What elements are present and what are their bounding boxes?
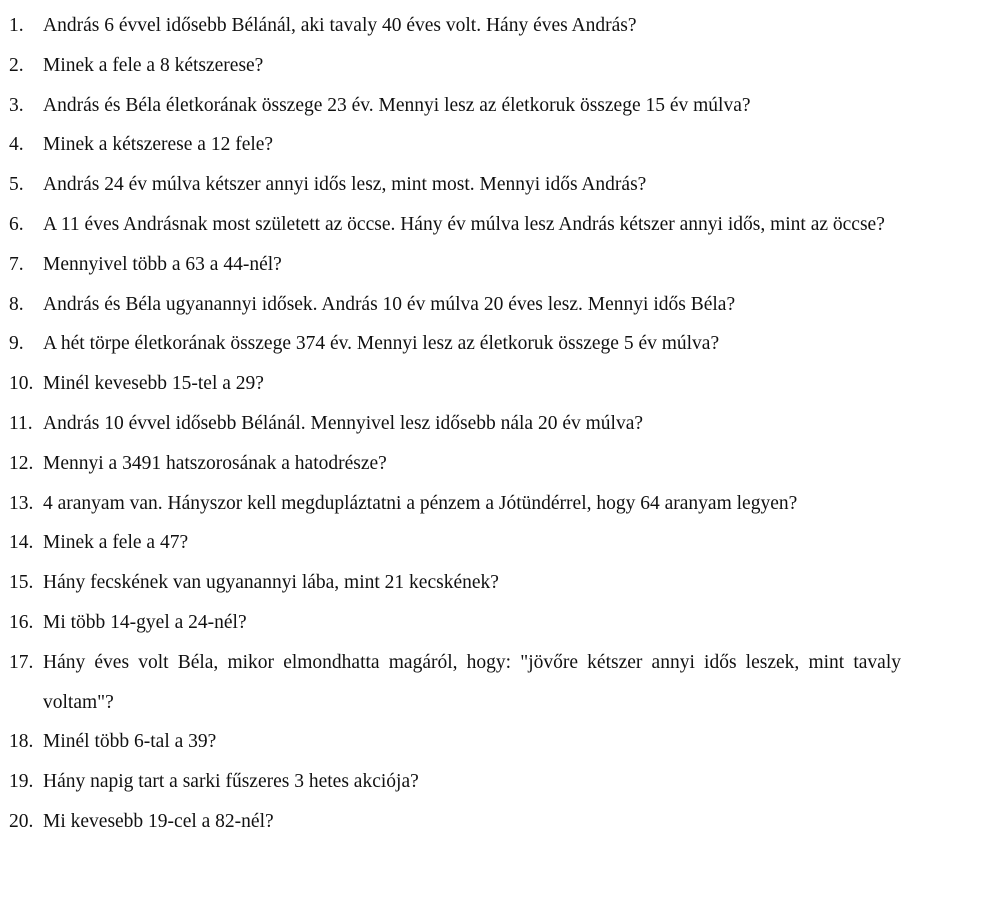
problem-text: Mennyi a 3491 hatszorosának a hatodrésze? [43, 452, 387, 474]
problem-item [9, 762, 986, 802]
problem-number: 18. [9, 731, 34, 753]
problem-item [9, 364, 986, 404]
problem-text: András 10 évvel idősebb Bélánál. Mennyivel lesz idősebb nála 20 év múlva? [43, 412, 644, 434]
problem-text: Mi kevesebb 19-cel a 82-nél? [43, 810, 274, 832]
problem-text: Minek a kétszerese a 12 fele? [43, 134, 274, 156]
problem-text: András 24 év múlva kétszer annyi idős lesz, mint most. Mennyi idős András? [43, 174, 647, 196]
problem-item [9, 643, 986, 723]
problem-item [9, 563, 986, 603]
problem-item [9, 245, 986, 285]
problem-item [9, 125, 986, 165]
problem-text: Minek a fele a 47? [43, 532, 189, 554]
problem-text: Hány éves volt Béla, mikor elmondhatta magáról, hogy: "jövőre kétszer annyi idős leszek, mint tavaly voltam"? [43, 651, 901, 713]
problem-text: Mi több 14-gyel a 24-nél? [43, 611, 247, 633]
problem-text: Minek a fele a 8 kétszerese? [43, 54, 264, 76]
problem-text: Minél több 6-tal a 39? [43, 731, 217, 753]
problem-item [9, 802, 986, 842]
problem-text: Hány napig tart a sarki fűszeres 3 hetes akciója? [43, 771, 419, 793]
problem-number: 20. [9, 810, 34, 832]
problem-number: 9. [9, 333, 24, 355]
problem-item [9, 603, 986, 643]
problem-item [9, 444, 986, 484]
problem-number: 6. [9, 213, 24, 235]
problem-text: Hány fecskének van ugyanannyi lába, mint 21 kecskének? [43, 572, 499, 594]
problem-item [9, 165, 986, 205]
problem-item [9, 6, 986, 46]
problem-item [9, 86, 986, 126]
problem-item [9, 722, 986, 762]
problem-list [9, 6, 986, 842]
problem-number: 7. [9, 253, 24, 275]
problem-item [9, 46, 986, 86]
problem-number: 2. [9, 54, 24, 76]
problem-text: Minél kevesebb 15-tel a 29? [43, 373, 264, 395]
problem-item [9, 523, 986, 563]
problem-item [9, 404, 986, 444]
problem-number: 14. [9, 532, 34, 554]
problem-text: A 11 éves Andrásnak most született az öccse. Hány év múlva lesz András kétszer annyi idős, mint az öccse? [43, 213, 885, 235]
problem-text: András és Béla ugyanannyi idősek. András 10 év múlva 20 éves lesz. Mennyi idős Béla? [43, 293, 736, 315]
problem-number: 13. [9, 492, 34, 514]
problem-text: A hét törpe életkorának összege 374 év. Mennyi lesz az életkoruk összege 5 év múlva? [43, 333, 720, 355]
problem-number: 1. [9, 15, 24, 36]
problem-number: 8. [9, 293, 24, 315]
problem-text: Mennyivel több a 63 a 44-nél? [43, 253, 282, 275]
problem-number: 15. [9, 572, 34, 594]
problem-number: 12. [9, 452, 34, 474]
problem-number: 19. [9, 771, 34, 793]
problem-text: András 6 évvel idősebb Bélánál, aki tavaly 40 éves volt. Hány éves András? [43, 15, 637, 36]
problem-number: 5. [9, 174, 24, 196]
problem-item [9, 285, 986, 325]
problem-item [9, 205, 986, 245]
problem-number: 16. [9, 611, 34, 633]
problem-text: András és Béla életkorának összege 23 év. Mennyi lesz az életkoruk összege 15 év múlva? [43, 94, 751, 116]
problem-number: 4. [9, 134, 24, 156]
problem-item [9, 324, 986, 364]
problem-number: 3. [9, 94, 24, 116]
problem-number: 10. [9, 373, 34, 395]
problem-number: 17. [9, 651, 34, 673]
problem-text: 4 aranyam van. Hányszor kell megdupláztatni a pénzem a Jótündérrel, hogy 64 aranyam legyen? [43, 492, 798, 514]
problem-number: 11. [9, 412, 33, 434]
problem-item [9, 484, 986, 524]
